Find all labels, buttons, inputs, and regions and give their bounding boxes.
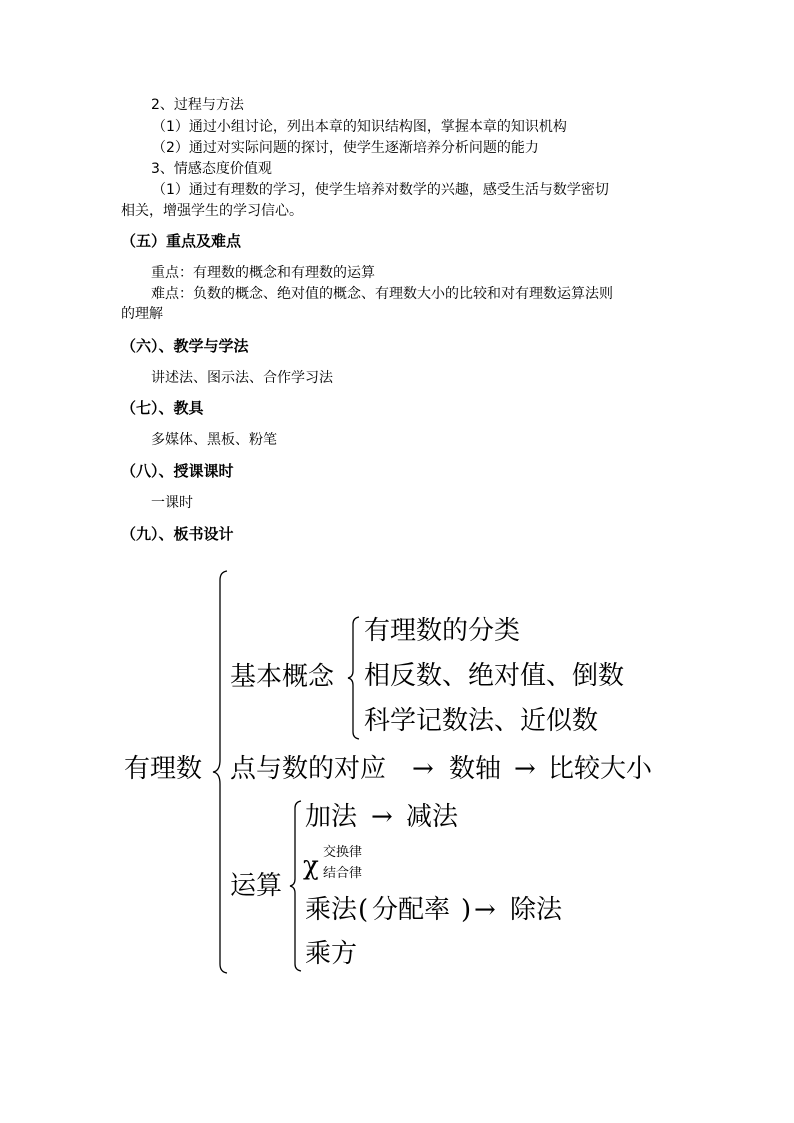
item3-1-a: （1）通过有理数的学习，使学生培养对数学的兴趣，感受生活与数学密切 (152, 182, 609, 198)
left-paren: ( (358, 895, 369, 925)
section5-heading: （五）重点及难点 (121, 232, 242, 250)
item3-1-b: 相关，增强学生的学习信心。 (121, 203, 303, 219)
arrow-icon: → (412, 754, 434, 784)
root-label: 有理数 (124, 754, 203, 784)
basic-concept-label: 基本概念 (230, 662, 335, 692)
subtraction-label: 减法 (406, 802, 459, 832)
concept-item-classification: 有理数的分类 (364, 616, 521, 646)
operations-label: 运算 (230, 871, 283, 901)
power-label: 乘方 (305, 939, 358, 969)
item2-title: 2、过程与方法 (151, 97, 244, 113)
item2-2: （2）通过对实际问题的探讨，使学生逐渐培养分析问题的能力 (152, 140, 539, 156)
difficulty-b: 的理解 (121, 306, 163, 322)
chi-symbol: χ (303, 851, 319, 881)
arrow-icon: → (371, 802, 393, 832)
item2-1: （1）通过小组讨论，列出本章的知识结构图，掌握本章的知识机构 (152, 119, 567, 135)
commutative-label: 交换律 (323, 845, 363, 860)
distributive-label: 分配率 (372, 895, 451, 925)
section8-content: 一课时 (151, 495, 193, 511)
concept-item-notation: 科学记数法、近似数 (364, 706, 599, 736)
main-brace (212, 570, 232, 974)
section8-heading: （八）、授课课时 (121, 462, 234, 480)
item3-title: 3、情感态度价值观 (151, 161, 272, 177)
arrow-icon: → (514, 754, 536, 784)
section7-heading: （七）、教具 (121, 399, 204, 417)
arrow-icon: → (474, 895, 496, 925)
compare-label: 比较大小 (548, 754, 653, 784)
addition-label: 加法 (305, 802, 358, 832)
section6-heading: （六）、教学与学法 (121, 337, 249, 355)
key-point: 重点：有理数的概念和有理数的运算 (151, 265, 375, 281)
concept-item-opposites: 相反数、绝对值、倒数 (364, 661, 625, 691)
associative-label: 结合律 (323, 866, 363, 881)
operations-brace (289, 800, 305, 972)
right-paren: ) (461, 895, 472, 925)
difficulty-a: 难点：负数的概念、绝对值的概念、有理数大小的比较和对有理数运算法则 (151, 286, 613, 302)
correspondence-label: 点与数的对应 (230, 754, 387, 784)
number-line-label: 数轴 (449, 754, 502, 784)
multiplication-label: 乘法 (305, 895, 358, 925)
section6-content: 讲述法、图示法、合作学习法 (151, 370, 333, 386)
section7-content: 多媒体、黑板、粉笔 (151, 432, 277, 448)
section9-heading: （九）、板书设计 (121, 525, 234, 543)
concept-brace (347, 616, 363, 740)
division-label: 除法 (510, 895, 563, 925)
